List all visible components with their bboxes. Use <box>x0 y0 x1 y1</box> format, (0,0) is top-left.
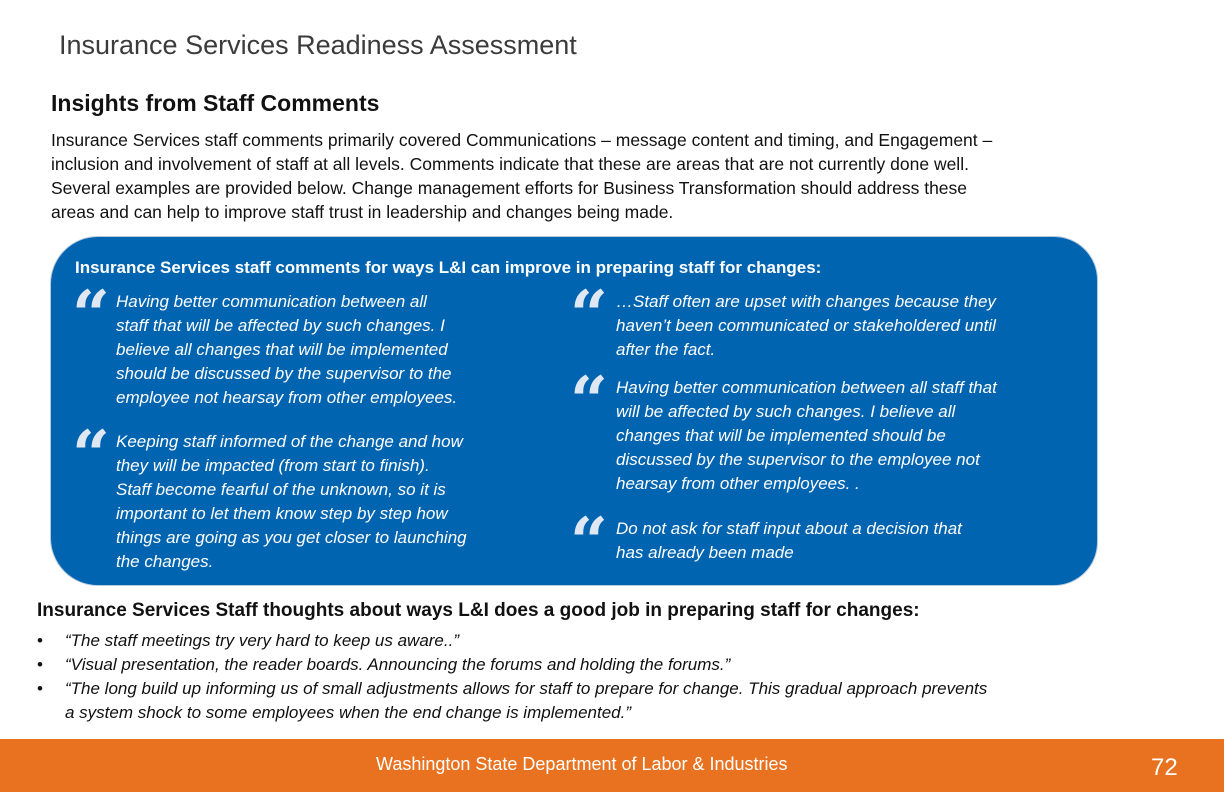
staff-quote <box>616 376 997 496</box>
quote-line: Keeping staff informed of the change and how <box>116 432 463 451</box>
quote-line: discussed by the supervisor to the employee not <box>616 450 980 469</box>
quote-line: the changes. <box>116 552 214 571</box>
list-item <box>37 629 987 653</box>
bullet-icon: • <box>37 679 43 698</box>
improve-panel-heading: Insurance Services staff comments for ways L&I can improve in preparing staff for changes: <box>75 258 822 277</box>
good-job-list <box>37 629 987 725</box>
staff-quote <box>616 290 996 362</box>
list-item-text <box>65 629 987 653</box>
quote-line: hearsay from other employees. . <box>616 474 860 493</box>
quote-mark-icon: “ <box>72 276 110 354</box>
quote-mark-icon: “ <box>72 416 110 494</box>
intro-line: Insurance Services staff comments primarily covered Communications – message content and timing, and Engagement – <box>51 130 993 150</box>
list-item-line: “The long build up informing us of small adjustments allows for staff to prepare for change. This gradual approach prevents <box>65 679 988 698</box>
quote-line: has already been made <box>616 543 794 562</box>
quote-line: employee not hearsay from other employees. <box>116 388 458 407</box>
bullet-icon: • <box>37 655 43 674</box>
quote-line: haven’t been communicated or stakeholdered until <box>616 316 996 335</box>
intro-line: Several examples are provided below. Change management efforts for Business Transformation should address these <box>51 178 968 198</box>
quote-mark-icon: “ <box>570 503 608 581</box>
quote-line: things are going as you get closer to launching <box>116 528 467 547</box>
quote-line: Having better communication between all staff that <box>616 378 997 397</box>
quote-line: Having better communication between all <box>116 292 427 311</box>
quote-line: should be discussed by the supervisor to the <box>116 364 452 383</box>
quote-line: will be affected by such changes. I believe all <box>616 402 956 421</box>
quote-mark-icon: “ <box>570 362 608 440</box>
quote-line: believe all changes that will be implemented <box>116 340 448 359</box>
footer-organization: Washington State Department of Labor & Industries <box>376 754 788 774</box>
quote-mark-icon: “ <box>570 276 608 354</box>
quote-line: they will be impacted (from start to finish). <box>116 456 430 475</box>
page-title: Insurance Services Readiness Assessment <box>59 30 577 60</box>
list-item-line: “The staff meetings try very hard to keep us aware..” <box>65 631 459 650</box>
staff-quote <box>116 430 467 574</box>
quote-line: …Staff often are upset with changes because they <box>616 292 996 311</box>
list-item-text <box>65 653 987 677</box>
section-subtitle: Insights from Staff Comments <box>51 90 380 116</box>
list-item <box>37 653 987 677</box>
intro-line: areas and can help to improve staff trust in leadership and changes being made. <box>51 202 674 222</box>
quote-line: staff that will be affected by such changes. I <box>116 316 445 335</box>
list-item-line: “Visual presentation, the reader boards. Announcing the forums and holding the forums.” <box>65 655 731 674</box>
intro-paragraph <box>51 128 1161 224</box>
staff-quote <box>616 517 962 565</box>
good-job-heading: Insurance Services Staff thoughts about ways L&I does a good job in preparing staff for changes: <box>37 600 920 621</box>
list-item-line: a system shock to some employees when the end change is implemented.” <box>65 703 632 722</box>
staff-quote <box>116 290 457 410</box>
intro-line: inclusion and involvement of staff at all levels. Comments indicate that these are areas that are not currently done well. <box>51 154 969 174</box>
page-number: 72 <box>1151 754 1178 781</box>
quote-line: important to let them know step by step how <box>116 504 448 523</box>
quote-line: Do not ask for staff input about a decision that <box>616 519 962 538</box>
bullet-icon: • <box>37 631 43 650</box>
list-item-text <box>65 677 987 725</box>
quote-line: changes that will be implemented should be <box>616 426 946 445</box>
list-item <box>37 677 987 725</box>
quote-line: after the fact. <box>616 340 716 359</box>
quote-line: Staff become fearful of the unknown, so it is <box>116 480 446 499</box>
